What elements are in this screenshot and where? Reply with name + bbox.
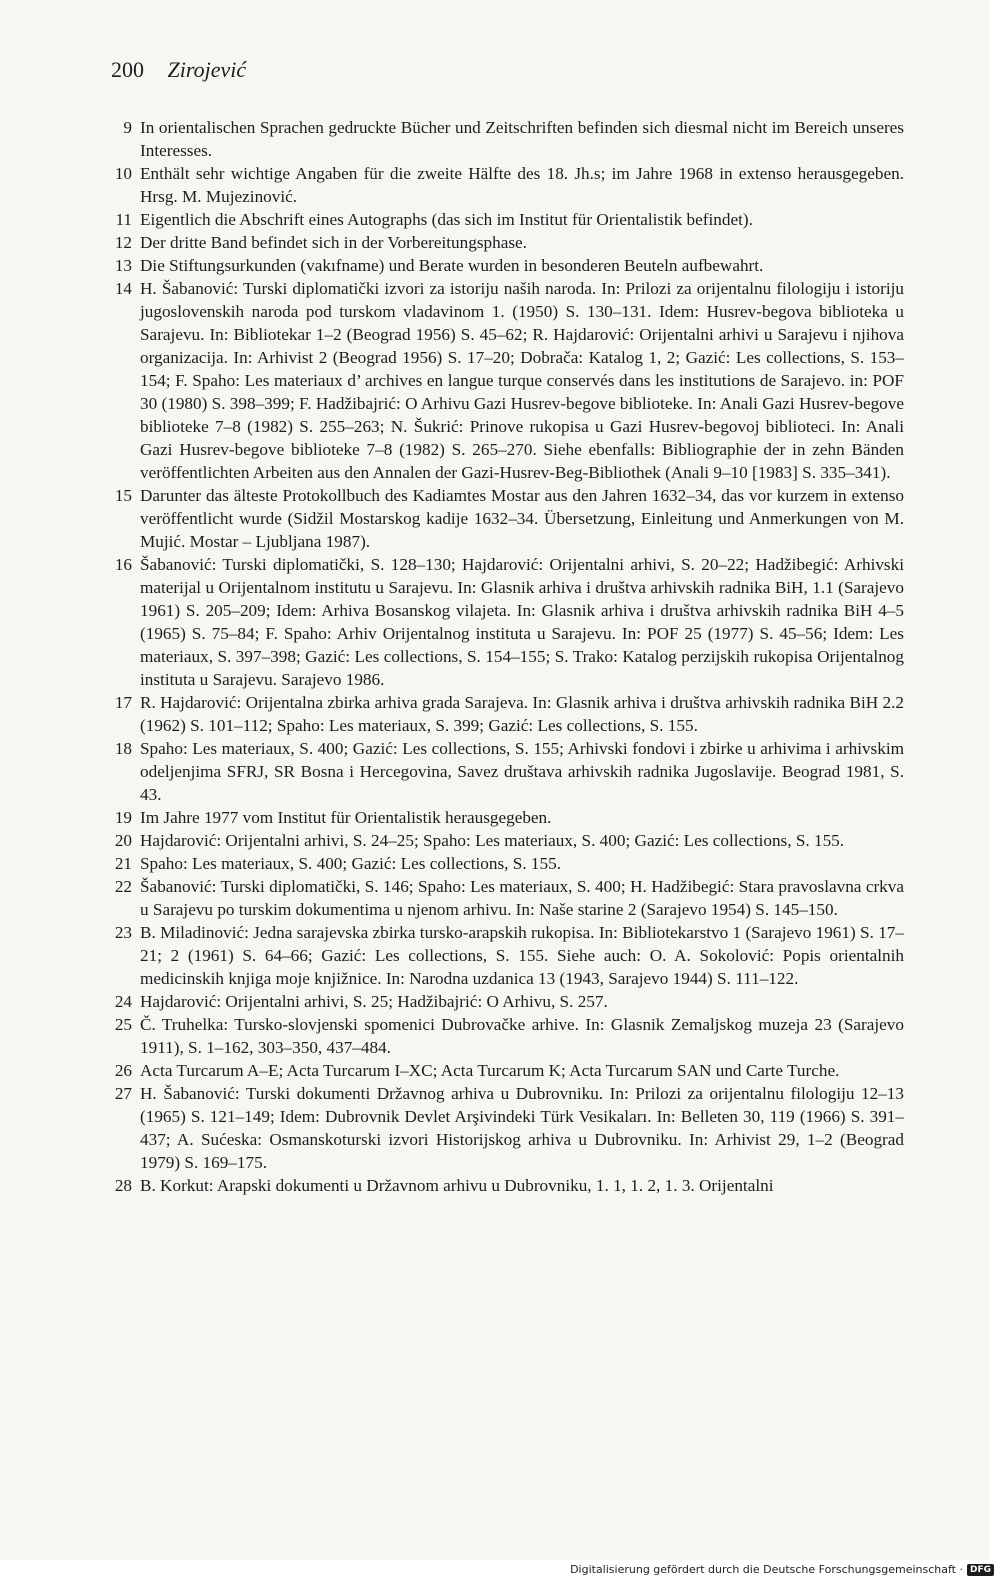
endnote-text: Im Jahre 1977 vom Institut für Orientalistik herausgegeben. bbox=[140, 808, 552, 827]
endnote bbox=[107, 553, 904, 691]
endnote bbox=[107, 990, 904, 1013]
endnote-text: H. Šabanović: Turski dokumenti Državnog arhiva u Dubrovniku. In: Prilozi za orijentalnu filologiju 12–13 (1965) S. 121–149; Idem: Dubrovnik Devlet Arşivindeki Türk Vesikaları. In: Belleten 30, 119 (1966) S. 391–437; A. Sućeska: Osmanskoturski izvori Historijskog arhiva u Dubrovniku. In: Arhivist 29, 1–2 (Beograd 1979) S. 169–175. bbox=[140, 1084, 904, 1172]
endnote-text: H. Šabanović: Turski diplomatički izvori za istoriju naših naroda. In: Prilozi za orijentalnu filologiju i istoriju jugoslovenskih naroda pod turskom vladavinom 1. (1950) S. 130–131. Idem: Husrev-begova biblioteka u Sarajevu. In: Bibliotekar 1–2 (Beograd 1956) S. 45–62; R. Hajdarović: Orijentalni arhivi u Sarajevu i njihova organizacija. In: Arhivist 2 (Beograd 1956) S. 17–20; Dobrača: Katalog 1, 2; Gazić: Les collections, S. 153–154; F. Spaho: Les materiaux d’ archives en langue turque conservés dans les institutions de Sarajevo. in: POF 30 (1980) S. 398–399; F. Hadžibajrić: O Arhivu Gazi Husrev-begove biblioteke. In: Anali Gazi Husrev-begove biblioteke 7–8 (1982) S. 255–263; N. Šukrić: Prinove rukopisa u Gazi Husrev-begovoj biblioteci. In: Anali Gazi Husrev-begove biblioteke 7–8 (1982) S. 265–270. Siehe ebenfalls: Bibliographie der in zehn Bänden veröffentlichten Arbeiten aus den Annalen der Gazi-Husrev-Beg-Bibliothek (Anali 9–10 [1983] S. 335–341). bbox=[140, 279, 904, 482]
endnote-text: Der dritte Band befindet sich in der Vorbereitungsphase. bbox=[140, 233, 527, 252]
endnote-text: Acta Turcarum A–E; Acta Turcarum I–XC; Acta Turcarum K; Acta Turcarum SAN und Carte Turche. bbox=[140, 1061, 840, 1080]
page-number: 200 bbox=[111, 57, 144, 82]
endnote-text: B. Miladinović: Jedna sarajevska zbirka tursko-arapskih rukopisa. In: Bibliotekarstvo 1 (Sarajevo 1961) S. 17–21; 2 (1961) S. 64–66; Gazić: Les collections, S. 155. Siehe auch: O. A. Sokolović: Popis orientalnih medicinskih knjiga moje knjižnice. In: Narodna uzdanica 13 (1943, Sarajevo 1944) S. 111–122. bbox=[140, 923, 904, 988]
endnote bbox=[107, 806, 904, 829]
endnote bbox=[107, 875, 904, 921]
endnote bbox=[107, 116, 904, 162]
endnote-text: Eigentlich die Abschrift eines Autographs (das sich im Institut für Orientalistik befindet). bbox=[140, 210, 753, 229]
endnote-number: 19 bbox=[114, 808, 132, 827]
endnote-text: Spaho: Les materiaux, S. 400; Gazić: Les collections, S. 155; Arhivski fondovi i zbirke u arhivima i arhivskim odeljenjima SFRJ, SR Bosna i Hercegovina, Savez društava arhivskih radnika Jugoslavije. Beograd 1981, S. 43. bbox=[140, 739, 904, 804]
endnote bbox=[107, 737, 904, 806]
dfg-logo: DFG bbox=[967, 1564, 994, 1576]
endnote bbox=[107, 921, 904, 990]
endnote-text: Enthält sehr wichtige Angaben für die zweite Hälfte des 18. Jh.s; im Jahre 1968 in extenso herausgegeben. Hrsg. M. Mujezinović. bbox=[140, 164, 904, 206]
endnote-number: 20 bbox=[114, 831, 132, 850]
endnote bbox=[107, 277, 904, 484]
endnote-number: 25 bbox=[114, 1015, 132, 1034]
endnote bbox=[107, 254, 904, 277]
endnote bbox=[107, 162, 904, 208]
endnote-number: 17 bbox=[114, 693, 132, 712]
endnotes-list bbox=[107, 116, 904, 1197]
endnote-number: 28 bbox=[114, 1176, 132, 1195]
running-head-author: Zirojević bbox=[167, 57, 247, 82]
running-header bbox=[111, 56, 246, 84]
endnote-number: 18 bbox=[114, 739, 132, 758]
endnote-number: 16 bbox=[114, 555, 132, 574]
endnote bbox=[107, 829, 904, 852]
endnote-number: 27 bbox=[114, 1084, 132, 1103]
endnote bbox=[107, 1013, 904, 1059]
digitization-credit-text: Digitalisierung gefördert durch die Deutsche Forschungsgemeinschaft · bbox=[570, 1563, 963, 1576]
endnote-text: In orientalischen Sprachen gedruckte Bücher und Zeitschriften befinden sich diesmal nicht im Bereich unseres Interesses. bbox=[140, 118, 904, 160]
endnote bbox=[107, 231, 904, 254]
endnote-text: Č. Truhelka: Tursko-slovjenski spomenici Dubrovačke arhive. In: Glasnik Zemaljskog muzeja 23 (Sarajevo 1911), S. 1–162, 303–350, 437–484. bbox=[140, 1015, 904, 1057]
endnote bbox=[107, 852, 904, 875]
endnote-number: 13 bbox=[114, 256, 132, 275]
endnote-number: 12 bbox=[114, 233, 132, 252]
endnote bbox=[107, 208, 904, 231]
endnote-text: Hajdarović: Orijentalni arhivi, S. 25; Hadžibajrić: O Arhivu, S. 257. bbox=[140, 992, 608, 1011]
endnote-text: Šabanović: Turski diplomatički, S. 128–130; Hajdarović: Orijentalni arhivi, S. 20–22; Hadžibegić: Arhivski materijal u Orijentalnom institutu u Sarajevu. In: Glasnik arhiva i društva arhivskih radnika BiH, 1.1 (Sarajevo 1961) S. 205–209; Idem: Arhiva Bosanskog vilajeta. In: Glasnik arhiva i društva arhivskih radnika BiH 4–5 (1965) S. 75–84; F. Spaho: Arhiv Orijentalnog instituta u Sarajevu. In: POF 25 (1977) S. 45–56; Idem: Les materiaux, S. 397–398; Gazić: Les collections, S. 154–155; S. Trako: Katalog perzijskih rukopisa Orijentalnog instituta u Sarajevu. Sarajevo 1986. bbox=[140, 555, 904, 689]
endnote-number: 15 bbox=[114, 486, 132, 505]
endnote bbox=[107, 1082, 904, 1174]
endnote-number: 26 bbox=[114, 1061, 132, 1080]
endnote-number: 23 bbox=[114, 923, 132, 942]
endnote-number: 21 bbox=[114, 854, 132, 873]
endnote-number: 14 bbox=[114, 279, 132, 298]
endnote bbox=[107, 1174, 904, 1197]
endnote bbox=[107, 1059, 904, 1082]
endnote-text: Spaho: Les materiaux, S. 400; Gazić: Les collections, S. 155. bbox=[140, 854, 562, 873]
endnote bbox=[107, 484, 904, 553]
digitization-credit bbox=[570, 1563, 994, 1577]
endnote-text: Šabanović: Turski diplomatički, S. 146; Spaho: Les materiaux, S. 400; H. Hadžibegić: Stara pravoslavna crkva u Sarajevu po turskim dokumentima u njenom arhivu. In: Naše starine 2 (Sarajevo 1954) S. 145–150. bbox=[140, 877, 904, 919]
endnote bbox=[107, 691, 904, 737]
endnote-number: 24 bbox=[114, 992, 132, 1011]
endnote-number: 10 bbox=[114, 164, 132, 183]
endnote-text: R. Hajdarović: Orijentalna zbirka arhiva grada Sarajeva. In: Glasnik arhiva i društva arhivskih radnika BiH 2.2 (1962) S. 101–112; Spaho: Les materiaux, S. 399; Gazić: Les collections, S. 155. bbox=[140, 693, 904, 735]
endnote-number: 9 bbox=[123, 118, 132, 137]
endnote-text: Darunter das älteste Protokollbuch des Kadiamtes Mostar aus den Jahren 1632–34, das vor kurzem in extenso veröffentlicht wurde (Sidžil Mostarskog kadije 1632–34. Übersetzung, Einleitung und Anmerkungen von M. Mujić. Mostar – Ljubljana 1987). bbox=[140, 486, 904, 551]
endnote-text: Hajdarović: Orijentalni arhivi, S. 24–25; Spaho: Les materiaux, S. 400; Gazić: Les collections, S. 155. bbox=[140, 831, 845, 850]
endnote-number: 11 bbox=[115, 210, 132, 229]
endnote-number: 22 bbox=[114, 877, 132, 896]
endnote-text: Die Stiftungsurkunden (vakıfname) und Berate wurden in besonderen Beuteln aufbewahrt. bbox=[140, 256, 764, 275]
endnote-text: B. Korkut: Arapski dokumenti u Državnom arhivu u Dubrovniku, 1. 1, 1. 2, 1. 3. Orijentalni bbox=[140, 1176, 774, 1195]
